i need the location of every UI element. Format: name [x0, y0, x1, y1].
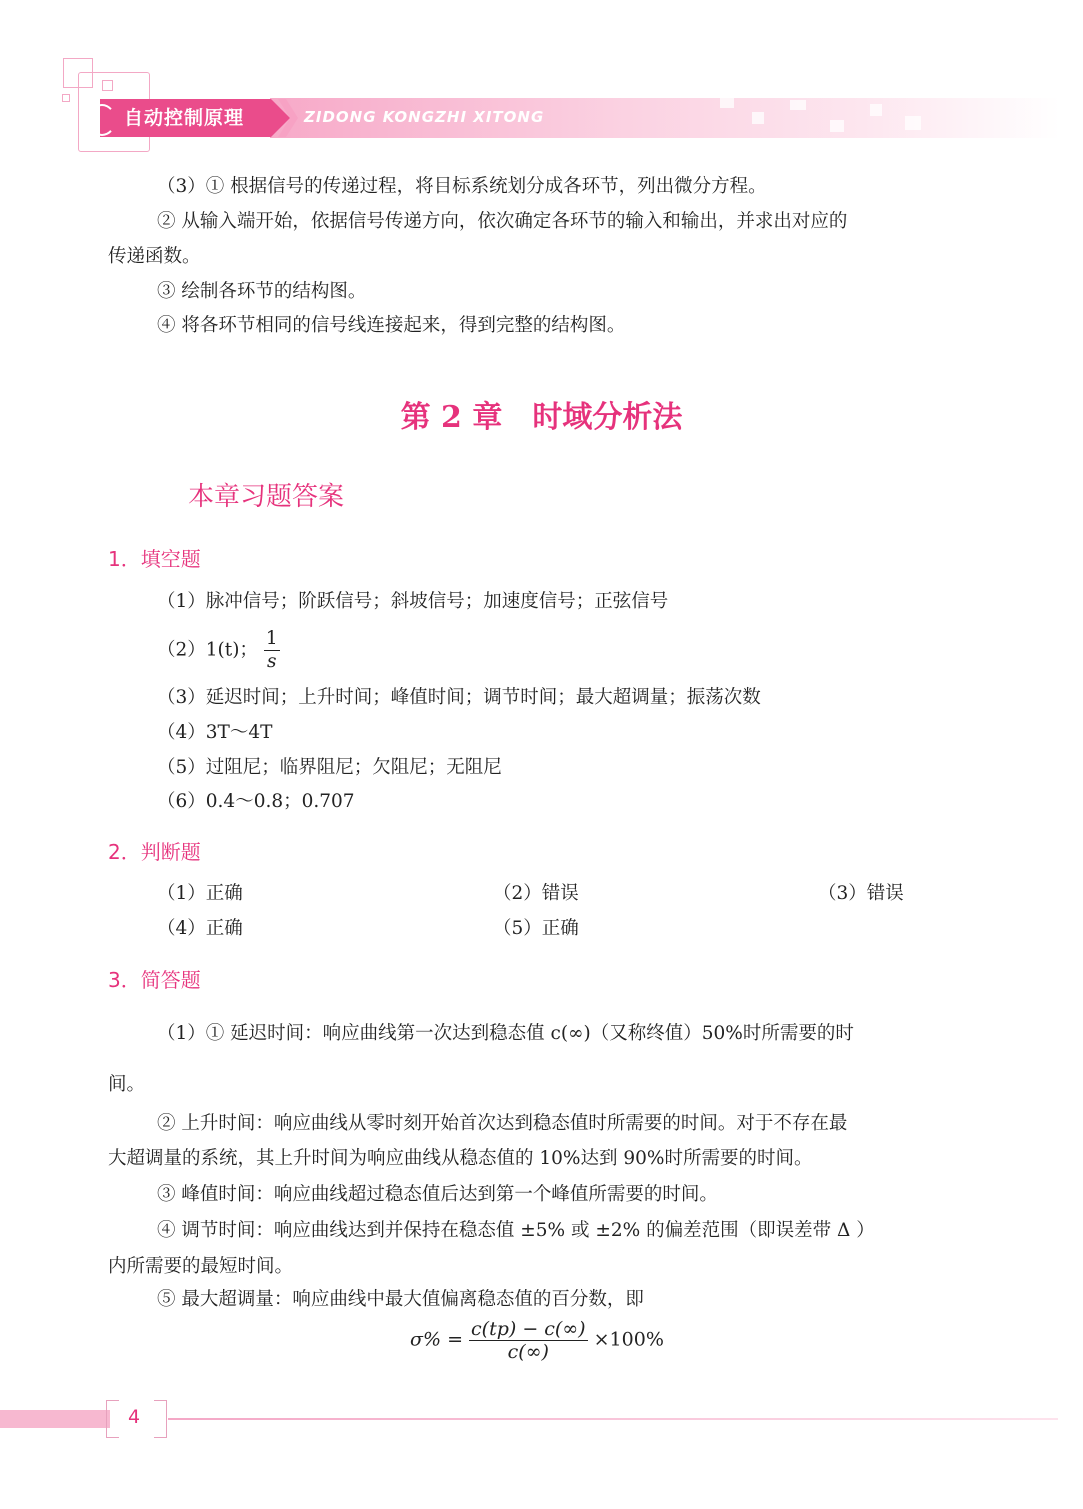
- decor-pixel: [870, 104, 882, 116]
- decor-pixel: [830, 120, 844, 132]
- fraction: [264, 628, 280, 673]
- footer-bracket-right: [154, 1400, 167, 1438]
- answer-3-1-cont: 间。: [108, 1074, 146, 1095]
- question-heading-short: 3．简答题: [108, 968, 201, 992]
- answer-1-4: （4）3T～4T: [157, 722, 273, 743]
- intro-line-4: ④ 将各环节相同的信号线连接起来，得到完整的结构图。: [157, 315, 626, 336]
- book-title-pinyin: ZIDONG KONGZHI XITONG: [304, 108, 545, 126]
- decor-square-tiny: [62, 94, 70, 102]
- decor-pixel: [905, 116, 921, 130]
- formula-lhs: σ% =: [410, 1328, 463, 1351]
- fraction-numerator: 1: [265, 628, 278, 649]
- formula-numerator: c(tp) − c(∞): [471, 1318, 586, 1340]
- formula-denominator: c(∞): [507, 1341, 549, 1363]
- page-header: [0, 0, 1083, 160]
- footer-band: [0, 1410, 110, 1428]
- overshoot-formula: [410, 1318, 664, 1363]
- answer-2-5: （5）正确: [493, 918, 579, 939]
- decor-pixel: [790, 100, 806, 110]
- answer-3-1: （1）① 延迟时间：响应曲线第一次达到稳态值 c(∞)（又称终值）50%时所需要的时: [157, 1023, 854, 1044]
- answer-1-2: [157, 628, 280, 673]
- answer-3-4-cont: 内所需要的最短时间。: [108, 1256, 294, 1277]
- footer-line: [168, 1418, 1058, 1420]
- answer-2-2: （2）错误: [493, 883, 579, 904]
- question-heading-fill: 1．填空题: [108, 547, 201, 571]
- answer-3-3: ③ 峰值时间：响应曲线超过稳态值后达到第一个峰值所需要的时间。: [157, 1184, 718, 1205]
- book-title: 自动控制原理: [124, 107, 245, 129]
- answer-1-5: （5）过阻尼；临界阻尼；欠阻尼；无阻尼: [157, 757, 502, 778]
- intro-line-2: ② 从输入端开始，依据信号传递方向，依次确定各环节的输入和输出，并求出对应的: [157, 211, 848, 232]
- formula-rhs: ×100%: [593, 1328, 664, 1351]
- fraction-denominator: s: [266, 651, 277, 672]
- answer-3-2-cont: 大超调量的系统，其上升时间为响应曲线从稳态值的 10%达到 90%时所需要的时间。: [108, 1148, 813, 1169]
- answer-3-5: ⑤ 最大超调量：响应曲线中最大值偏离稳态值的百分数，即: [157, 1289, 644, 1310]
- answer-1-1: （1）脉冲信号；阶跃信号；斜坡信号；加速度信号；正弦信号: [157, 591, 669, 612]
- answer-1-6: （6）0.4～0.8；0.707: [157, 791, 355, 812]
- answer-2-4: （4）正确: [157, 918, 243, 939]
- section-title: 本章习题答案: [188, 482, 345, 512]
- intro-line-3: ③ 绘制各环节的结构图。: [157, 281, 367, 302]
- answer-3-2: ② 上升时间：响应曲线从零时刻开始首次达到稳态值时所需要的时间。对于不存在最: [157, 1113, 848, 1134]
- answer-3-4: ④ 调节时间：响应曲线达到并保持在稳态值 ±5% 或 ±2% 的偏差范围（即误差带 Δ ）: [157, 1220, 875, 1241]
- decor-square-small: [102, 80, 113, 91]
- page-number: 4: [128, 1406, 141, 1428]
- intro-line-2-cont: 传递函数。: [108, 246, 201, 267]
- decor-pixel: [720, 98, 734, 108]
- answer-2-1: （1）正确: [157, 883, 243, 904]
- intro-line-1: （3）① 根据信号的传递过程，将目标系统划分成各环节，列出微分方程。: [157, 176, 767, 197]
- answer-1-2-prefix: （2）1(t)；: [157, 639, 258, 661]
- formula-fraction: [469, 1318, 588, 1363]
- footer-bracket-left: [106, 1400, 119, 1438]
- decor-pixel: [752, 112, 764, 124]
- question-heading-judge: 2．判断题: [108, 840, 201, 864]
- answer-1-3: （3）延迟时间；上升时间；峰值时间；调节时间；最大超调量；振荡次数: [157, 687, 761, 708]
- answer-2-3: （3）错误: [818, 883, 904, 904]
- gear-icon: [88, 104, 116, 136]
- chapter-title: 第 2 章 时域分析法: [400, 400, 683, 435]
